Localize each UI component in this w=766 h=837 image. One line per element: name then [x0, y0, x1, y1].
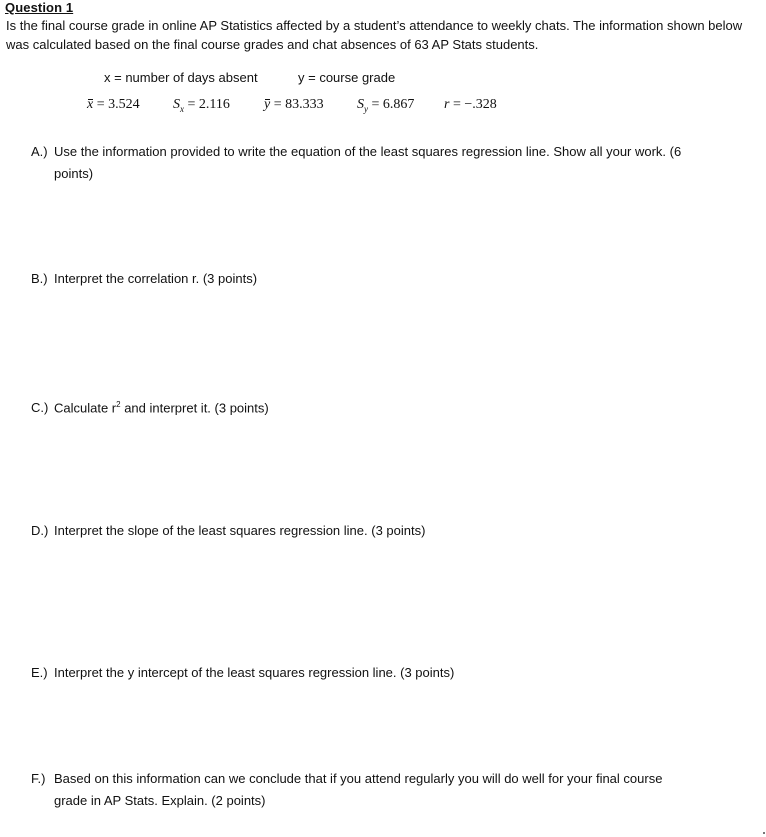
y-mean-symbol: y — [264, 97, 271, 112]
y-mean-stat — [264, 97, 324, 113]
question-intro: Is the final course grade in online AP Statistics affected by a student’s attendance to weekly chats. The information shown below was calculated based on the final course grades and chat absences of 63 AP Stats students. — [6, 18, 743, 52]
x-sd-value: = 2.116 — [187, 97, 230, 112]
sx-subscript: x — [180, 103, 184, 114]
part-f-label: F.) — [31, 771, 46, 786]
part-a-text: Use the information provided to write the equation of the least squares regression line. Show all your work. (6 — [54, 144, 682, 159]
part-d-text: Interpret the slope of the least squares regression line. (3 points) — [54, 523, 426, 538]
y-definition: y = course grade — [298, 70, 396, 85]
part-d — [31, 520, 425, 542]
sx-symbol: S — [173, 97, 180, 112]
part-a-text-continued: points) — [54, 166, 94, 181]
edge-mark — [763, 832, 765, 834]
part-a — [31, 141, 731, 185]
question-title: Question 1 — [5, 0, 74, 15]
part-c-superscript: 2 — [116, 400, 121, 409]
y-mean-value: = 83.333 — [273, 97, 324, 112]
x-definition: x = number of days absent — [104, 70, 258, 85]
r-value: = −.328 — [452, 97, 497, 112]
x-mean-value: = 3.524 — [96, 97, 140, 112]
part-e-label: E.) — [31, 665, 48, 680]
y-sd-value: = 6.867 — [371, 97, 415, 112]
part-c-text: Calculate r — [54, 400, 117, 416]
part-f-text: Based on this information can we conclude that if you attend regularly you will do well for your final course — [54, 771, 663, 786]
part-b — [31, 268, 257, 290]
correlation-stat — [444, 97, 497, 113]
part-b-label: B.) — [31, 271, 48, 286]
part-f-text-continued: grade in AP Stats. Explain. (2 points) — [54, 793, 266, 808]
x-sd-stat — [173, 97, 230, 114]
y-sd-stat — [357, 97, 414, 114]
sy-subscript: y — [364, 103, 368, 114]
part-e — [31, 662, 454, 684]
r-symbol: r — [444, 97, 450, 112]
part-c-label: C.) — [31, 400, 49, 416]
part-d-label: D.) — [31, 523, 49, 538]
x-mean-stat — [87, 97, 140, 113]
x-mean-symbol: x — [87, 97, 94, 112]
sy-symbol: S — [357, 97, 364, 112]
part-b-text: Interpret the correlation r. (3 points) — [54, 271, 258, 286]
part-e-text: Interpret the y intercept of the least squares regression line. (3 points) — [54, 665, 455, 680]
part-f — [31, 768, 731, 812]
part-c — [31, 394, 269, 419]
part-c-text-end: and interpret it. (3 points) — [120, 400, 269, 416]
part-a-label: A.) — [31, 144, 48, 159]
